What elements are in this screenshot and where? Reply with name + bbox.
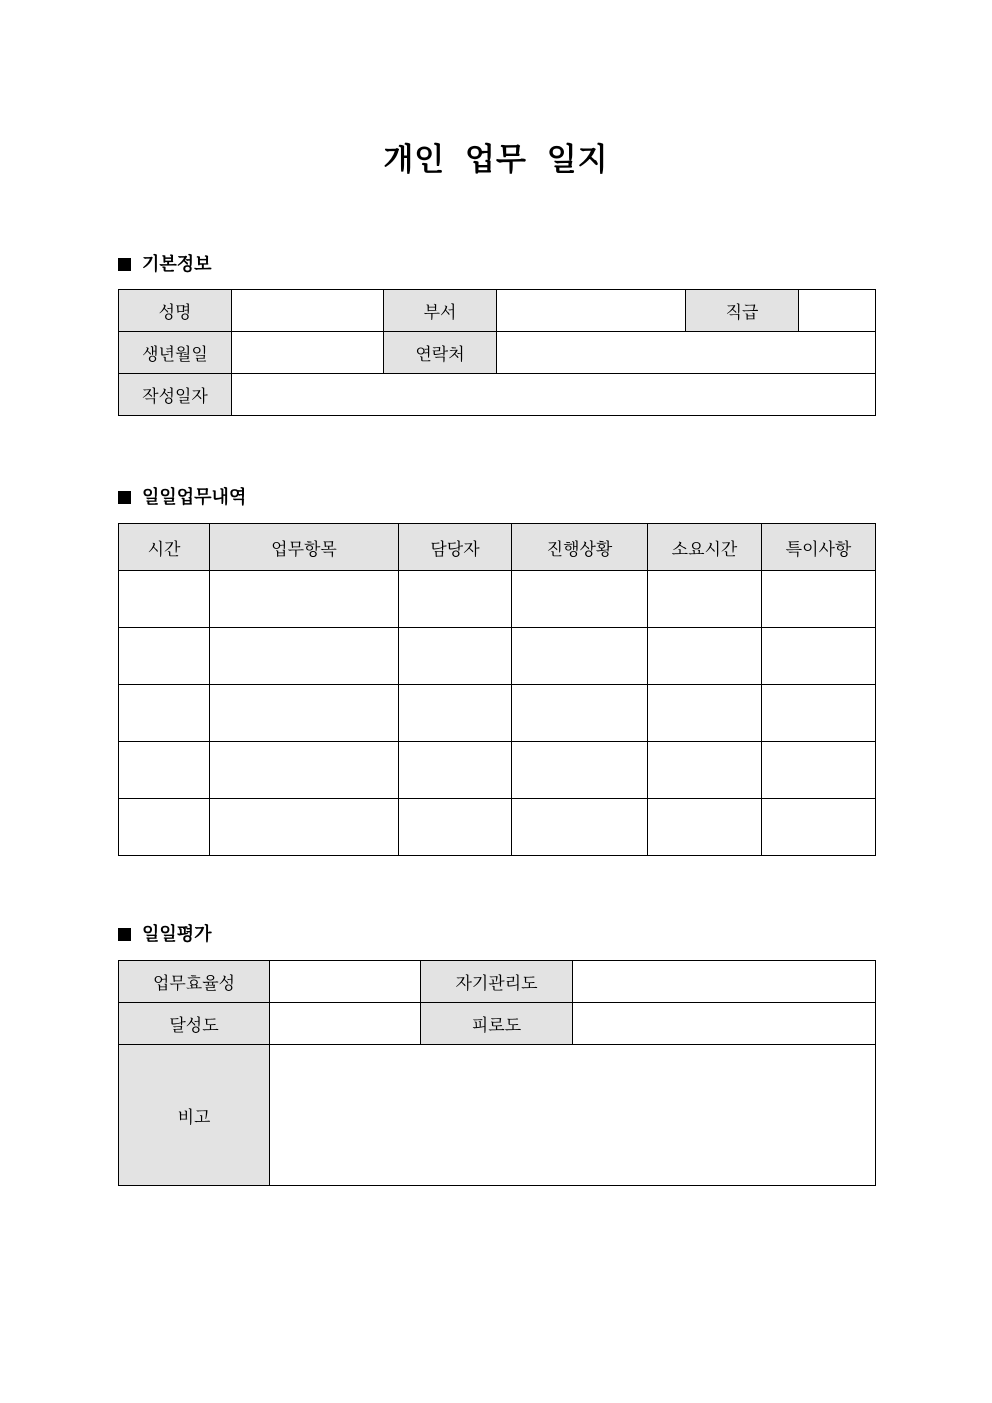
table-row bbox=[119, 374, 876, 416]
task-item-cell[interactable] bbox=[210, 685, 399, 742]
progress-cell[interactable] bbox=[512, 628, 648, 685]
table-row bbox=[119, 961, 876, 1003]
name-label: 성명 bbox=[119, 290, 232, 332]
notes-cell[interactable] bbox=[762, 799, 876, 856]
efficiency-label: 업무효율성 bbox=[119, 961, 270, 1003]
table-row bbox=[119, 290, 876, 332]
achievement-label: 달성도 bbox=[119, 1003, 270, 1045]
table-row bbox=[119, 332, 876, 374]
task-item-cell[interactable] bbox=[210, 571, 399, 628]
time-cell[interactable] bbox=[119, 799, 210, 856]
table-row bbox=[119, 685, 876, 742]
square-bullet-icon bbox=[118, 928, 131, 941]
write-date-field[interactable] bbox=[232, 374, 876, 416]
department-label: 부서 bbox=[384, 290, 497, 332]
table-row bbox=[119, 628, 876, 685]
department-field[interactable] bbox=[497, 290, 686, 332]
task-item-cell[interactable] bbox=[210, 742, 399, 799]
remarks-label: 비고 bbox=[119, 1045, 270, 1186]
task-item-cell[interactable] bbox=[210, 628, 399, 685]
square-bullet-icon bbox=[118, 491, 131, 504]
duration-cell[interactable] bbox=[648, 628, 762, 685]
assignee-cell[interactable] bbox=[399, 685, 512, 742]
time-cell[interactable] bbox=[119, 685, 210, 742]
time-cell[interactable] bbox=[119, 628, 210, 685]
task-item-cell[interactable] bbox=[210, 799, 399, 856]
column-header-progress: 진행상황 bbox=[512, 524, 648, 571]
table-row bbox=[119, 1003, 876, 1045]
column-header-notes: 특이사항 bbox=[762, 524, 876, 571]
time-cell[interactable] bbox=[119, 571, 210, 628]
progress-cell[interactable] bbox=[512, 742, 648, 799]
duration-cell[interactable] bbox=[648, 685, 762, 742]
column-header-task-item: 업무항목 bbox=[210, 524, 399, 571]
self-management-field[interactable] bbox=[573, 961, 876, 1003]
progress-cell[interactable] bbox=[512, 799, 648, 856]
efficiency-field[interactable] bbox=[270, 961, 421, 1003]
column-header-assignee: 담당자 bbox=[399, 524, 512, 571]
self-management-label: 자기관리도 bbox=[421, 961, 573, 1003]
birthdate-label: 생년월일 bbox=[119, 332, 232, 374]
write-date-label: 작성일자 bbox=[119, 374, 232, 416]
contact-label: 연락처 bbox=[384, 332, 497, 374]
fatigue-label: 피로도 bbox=[421, 1003, 573, 1045]
duration-cell[interactable] bbox=[648, 742, 762, 799]
rank-label: 직급 bbox=[686, 290, 799, 332]
notes-cell[interactable] bbox=[762, 742, 876, 799]
table-header-row bbox=[119, 524, 876, 571]
table-row bbox=[119, 571, 876, 628]
column-header-duration: 소요시간 bbox=[648, 524, 762, 571]
rank-field[interactable] bbox=[799, 290, 876, 332]
basic-info-table bbox=[118, 289, 876, 416]
duration-cell[interactable] bbox=[648, 799, 762, 856]
section-heading-label: 일일업무내역 bbox=[142, 487, 247, 508]
assignee-cell[interactable] bbox=[399, 799, 512, 856]
table-row bbox=[119, 799, 876, 856]
section-heading-daily-tasks bbox=[118, 486, 246, 510]
assignee-cell[interactable] bbox=[399, 628, 512, 685]
daily-tasks-table bbox=[118, 523, 876, 856]
notes-cell[interactable] bbox=[762, 685, 876, 742]
section-heading-label: 기본정보 bbox=[142, 254, 212, 275]
table-row bbox=[119, 1045, 876, 1186]
assignee-cell[interactable] bbox=[399, 571, 512, 628]
achievement-field[interactable] bbox=[270, 1003, 421, 1045]
remarks-field[interactable] bbox=[270, 1045, 876, 1186]
table-row bbox=[119, 742, 876, 799]
section-heading-label: 일일평가 bbox=[142, 924, 212, 945]
notes-cell[interactable] bbox=[762, 571, 876, 628]
duration-cell[interactable] bbox=[648, 571, 762, 628]
contact-field[interactable] bbox=[497, 332, 876, 374]
column-header-time: 시간 bbox=[119, 524, 210, 571]
fatigue-field[interactable] bbox=[573, 1003, 876, 1045]
assignee-cell[interactable] bbox=[399, 742, 512, 799]
name-field[interactable] bbox=[232, 290, 384, 332]
section-heading-evaluation bbox=[118, 923, 212, 947]
birthdate-field[interactable] bbox=[232, 332, 384, 374]
progress-cell[interactable] bbox=[512, 685, 648, 742]
progress-cell[interactable] bbox=[512, 571, 648, 628]
section-heading-basic-info bbox=[118, 253, 212, 277]
time-cell[interactable] bbox=[119, 742, 210, 799]
notes-cell[interactable] bbox=[762, 628, 876, 685]
evaluation-table bbox=[118, 960, 876, 1186]
square-bullet-icon bbox=[118, 258, 131, 271]
document-title: 개인 업무 일지 bbox=[383, 142, 609, 178]
